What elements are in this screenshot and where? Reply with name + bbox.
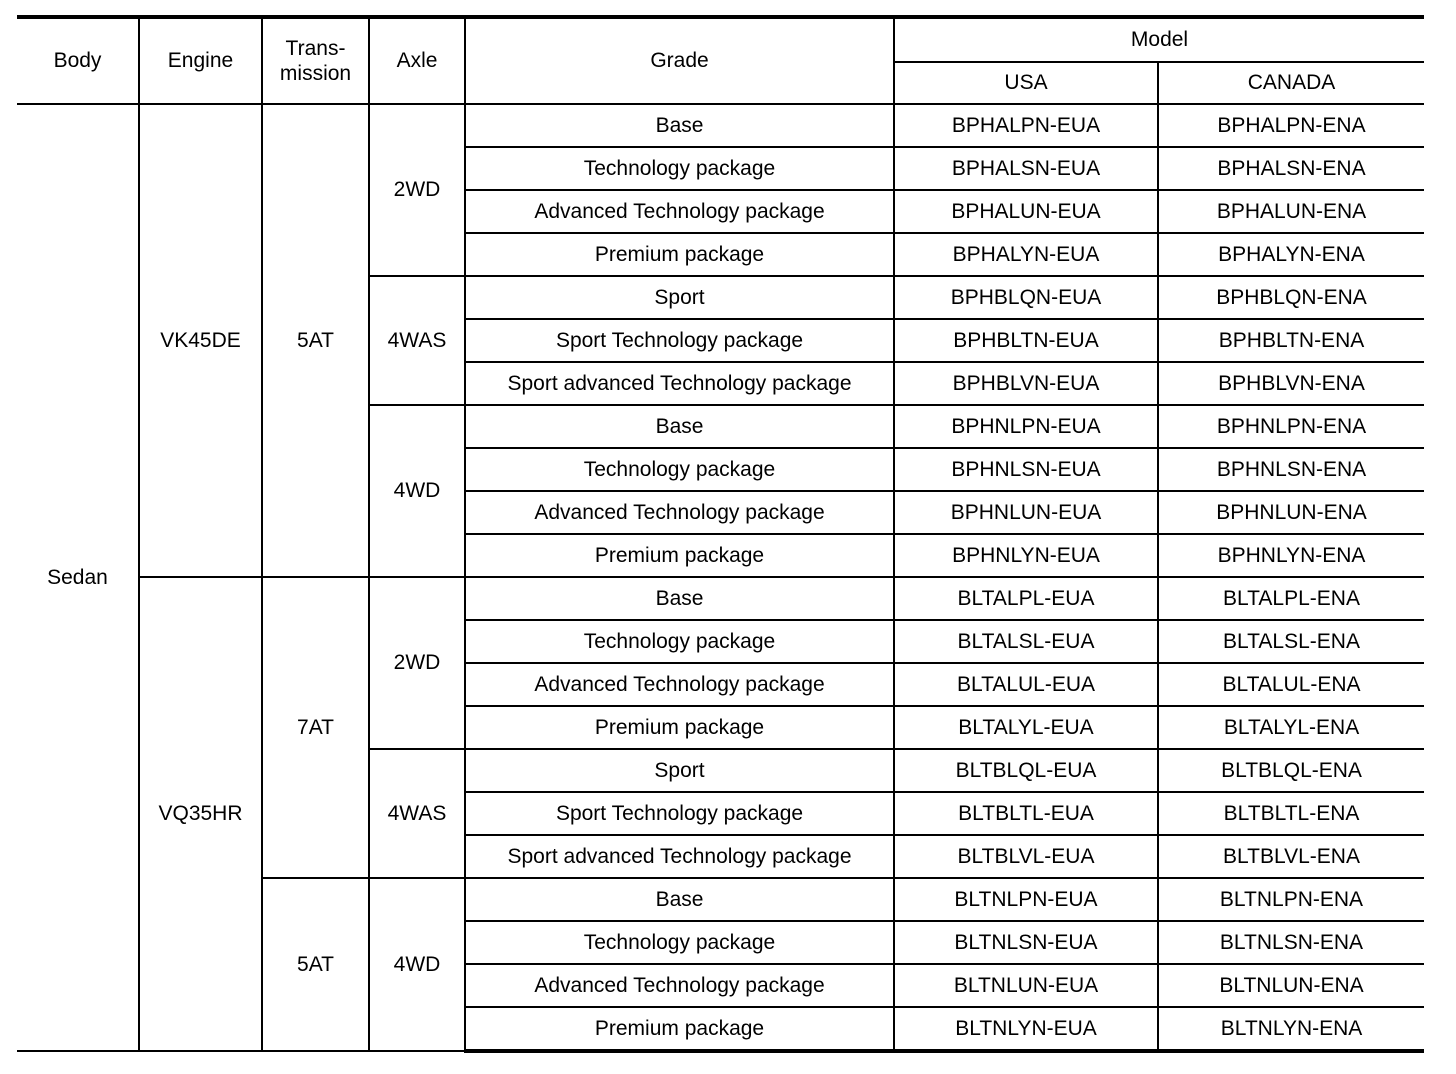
axle-cell: 2WD	[369, 104, 465, 276]
canada-model-cell: BPHALPN-ENA	[1158, 104, 1424, 147]
grade-cell: Technology package	[465, 921, 894, 964]
grade-cell: Advanced Technology package	[465, 663, 894, 706]
usa-model-cell: BLTALUL-EUA	[894, 663, 1158, 706]
grade-cell: Base	[465, 405, 894, 448]
header-body: Body	[17, 17, 139, 104]
canada-model-cell: BLTNLSN-ENA	[1158, 921, 1424, 964]
canada-model-cell: BPHBLTN-ENA	[1158, 319, 1424, 362]
usa-model-cell: BPHBLVN-EUA	[894, 362, 1158, 405]
usa-model-cell: BPHALYN-EUA	[894, 233, 1158, 276]
engine-cell: VK45DE	[139, 104, 262, 577]
grade-cell: Sport	[465, 749, 894, 792]
axle-cell: 4WD	[369, 405, 465, 577]
usa-model-cell: BLTNLPN-EUA	[894, 878, 1158, 921]
usa-model-cell: BPHNLSN-EUA	[894, 448, 1158, 491]
canada-model-cell: BPHNLYN-ENA	[1158, 534, 1424, 577]
usa-model-cell: BPHBLQN-EUA	[894, 276, 1158, 319]
grade-cell: Advanced Technology package	[465, 491, 894, 534]
grade-cell: Sport Technology package	[465, 792, 894, 835]
axle-cell: 2WD	[369, 577, 465, 749]
usa-model-cell: BLTNLUN-EUA	[894, 964, 1158, 1007]
canada-model-cell: BPHALSN-ENA	[1158, 147, 1424, 190]
header-canada: CANADA	[1158, 62, 1424, 104]
grade-cell: Technology package	[465, 620, 894, 663]
grade-cell: Sport	[465, 276, 894, 319]
canada-model-cell: BLTALUL-ENA	[1158, 663, 1424, 706]
canada-model-cell: BPHALUN-ENA	[1158, 190, 1424, 233]
axle-cell: 4WAS	[369, 276, 465, 405]
grade-cell: Premium package	[465, 233, 894, 276]
grade-cell: Technology package	[465, 147, 894, 190]
model-code-table	[17, 15, 1424, 1053]
usa-model-cell: BLTALPL-EUA	[894, 577, 1158, 620]
grade-cell: Base	[465, 577, 894, 620]
grade-cell: Base	[465, 878, 894, 921]
canada-model-cell: BPHNLUN-ENA	[1158, 491, 1424, 534]
canada-model-cell: BLTNLUN-ENA	[1158, 964, 1424, 1007]
grade-cell: Technology package	[465, 448, 894, 491]
usa-model-cell: BLTBLQL-EUA	[894, 749, 1158, 792]
transmission-cell: 7AT	[262, 577, 369, 878]
usa-model-cell: BLTALYL-EUA	[894, 706, 1158, 749]
usa-model-cell: BLTNLSN-EUA	[894, 921, 1158, 964]
canada-model-cell: BLTBLTL-ENA	[1158, 792, 1424, 835]
usa-model-cell: BPHBLTN-EUA	[894, 319, 1158, 362]
canada-model-cell: BLTBLVL-ENA	[1158, 835, 1424, 878]
header-usa: USA	[894, 62, 1158, 104]
header-axle: Axle	[369, 17, 465, 104]
canada-model-cell: BPHALYN-ENA	[1158, 233, 1424, 276]
body-cell: Sedan	[17, 104, 139, 1051]
axle-cell: 4WAS	[369, 749, 465, 878]
table-row	[17, 104, 1424, 147]
usa-model-cell: BLTNLYN-EUA	[894, 1007, 1158, 1051]
grade-cell: Sport Technology package	[465, 319, 894, 362]
grade-cell: Premium package	[465, 534, 894, 577]
canada-model-cell: BLTNLYN-ENA	[1158, 1007, 1424, 1051]
usa-model-cell: BPHALSN-EUA	[894, 147, 1158, 190]
axle-cell: 4WD	[369, 878, 465, 1051]
canada-model-cell: BLTALSL-ENA	[1158, 620, 1424, 663]
grade-cell: Sport advanced Technology package	[465, 835, 894, 878]
usa-model-cell: BPHALPN-EUA	[894, 104, 1158, 147]
canada-model-cell: BLTALYL-ENA	[1158, 706, 1424, 749]
grade-cell: Sport advanced Technology package	[465, 362, 894, 405]
canada-model-cell: BPHBLVN-ENA	[1158, 362, 1424, 405]
canada-model-cell: BLTNLPN-ENA	[1158, 878, 1424, 921]
grade-cell: Premium package	[465, 706, 894, 749]
transmission-cell: 5AT	[262, 878, 369, 1051]
usa-model-cell: BLTBLVL-EUA	[894, 835, 1158, 878]
usa-model-cell: BPHALUN-EUA	[894, 190, 1158, 233]
grade-cell: Advanced Technology package	[465, 964, 894, 1007]
grade-cell: Premium package	[465, 1007, 894, 1051]
table-row	[17, 577, 1424, 620]
header-grade: Grade	[465, 17, 894, 104]
header-engine: Engine	[139, 17, 262, 104]
canada-model-cell: BPHNLSN-ENA	[1158, 448, 1424, 491]
header-model: Model	[894, 17, 1424, 62]
engine-cell: VQ35HR	[139, 577, 262, 1051]
grade-cell: Base	[465, 104, 894, 147]
usa-model-cell: BPHNLUN-EUA	[894, 491, 1158, 534]
header-transmission: Trans- mission	[262, 17, 369, 104]
usa-model-cell: BPHNLYN-EUA	[894, 534, 1158, 577]
usa-model-cell: BPHNLPN-EUA	[894, 405, 1158, 448]
canada-model-cell: BPHBLQN-ENA	[1158, 276, 1424, 319]
transmission-cell: 5AT	[262, 104, 369, 577]
usa-model-cell: BLTALSL-EUA	[894, 620, 1158, 663]
grade-cell: Advanced Technology package	[465, 190, 894, 233]
canada-model-cell: BPHNLPN-ENA	[1158, 405, 1424, 448]
usa-model-cell: BLTBLTL-EUA	[894, 792, 1158, 835]
canada-model-cell: BLTBLQL-ENA	[1158, 749, 1424, 792]
canada-model-cell: BLTALPL-ENA	[1158, 577, 1424, 620]
